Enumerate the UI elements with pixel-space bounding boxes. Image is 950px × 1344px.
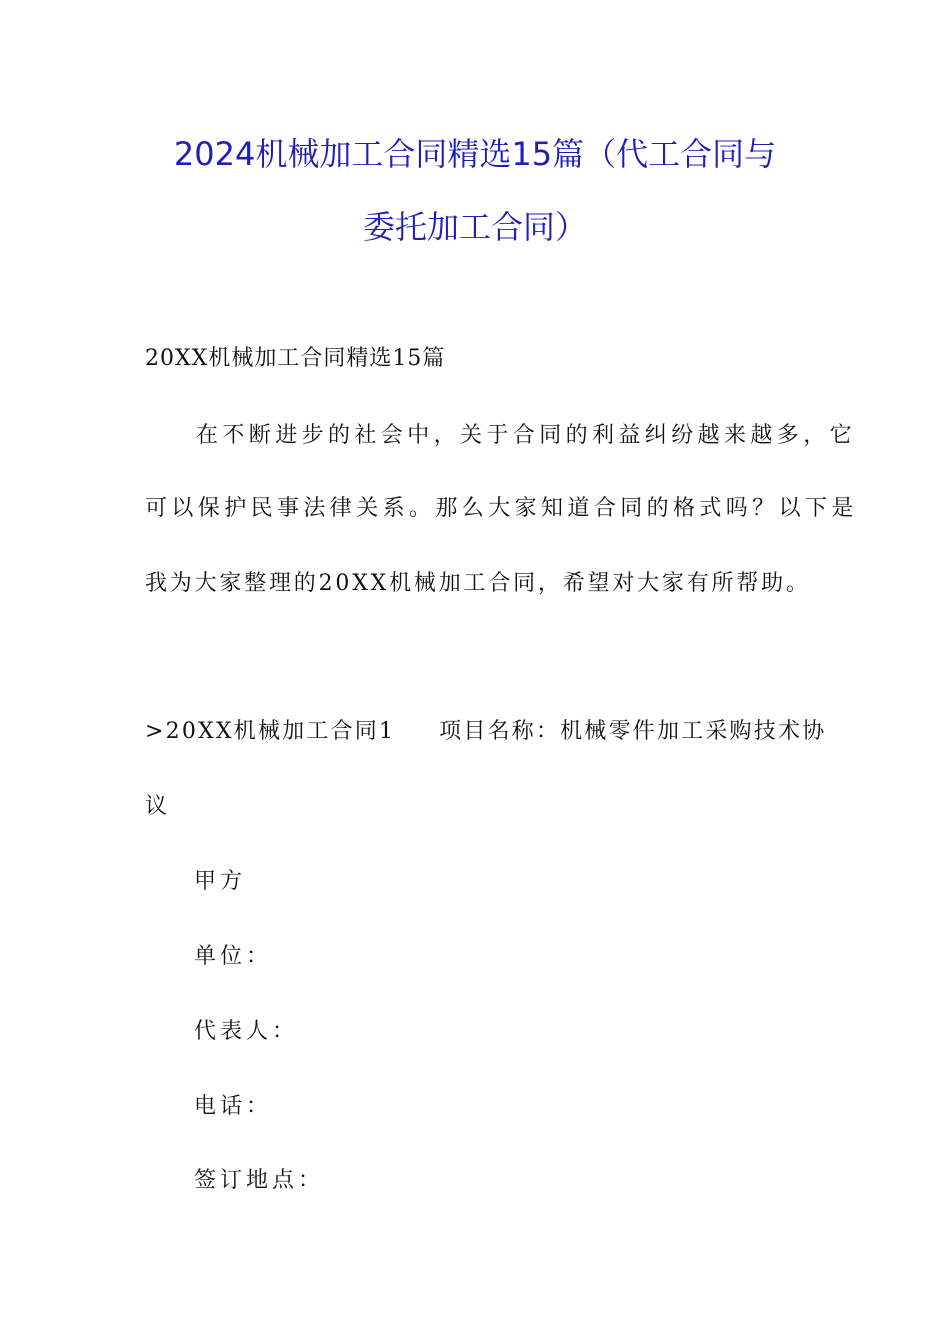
project-name-line-cont: 议 bbox=[145, 794, 170, 819]
party-a-label: 甲方 bbox=[194, 869, 247, 894]
document-title-line-1: 2024机械加工合同精选15篇（代工合同与 bbox=[173, 135, 777, 173]
project-name-line: 项目名称：机械零件加工采购技术协 bbox=[439, 719, 827, 744]
intro-line-3: 我为大家整理的20XX机械加工合同，希望对大家有所帮助。 bbox=[145, 571, 811, 596]
signing-place-field: 签订地点： bbox=[194, 1168, 325, 1193]
party-a-unit-field: 单位： bbox=[194, 944, 273, 969]
party-a-representative-field: 代表人： bbox=[194, 1019, 299, 1044]
party-a-phone-field: 电话： bbox=[194, 1094, 273, 1119]
intro-line-2: 可以保护民事法律关系。那么大家知道合同的格式吗？以下是 bbox=[145, 496, 858, 521]
document-title-line-2: 委托加工合同） bbox=[362, 208, 587, 246]
contract-1-label: >20XX机械加工合同1 bbox=[145, 719, 396, 744]
intro-line-1: 在不断进步的社会中，关于合同的利益纠纷越来越多，它 bbox=[196, 423, 857, 448]
section-heading: 20XX机械加工合同精选15篇 bbox=[145, 346, 446, 371]
contract-1-line bbox=[145, 717, 826, 747]
